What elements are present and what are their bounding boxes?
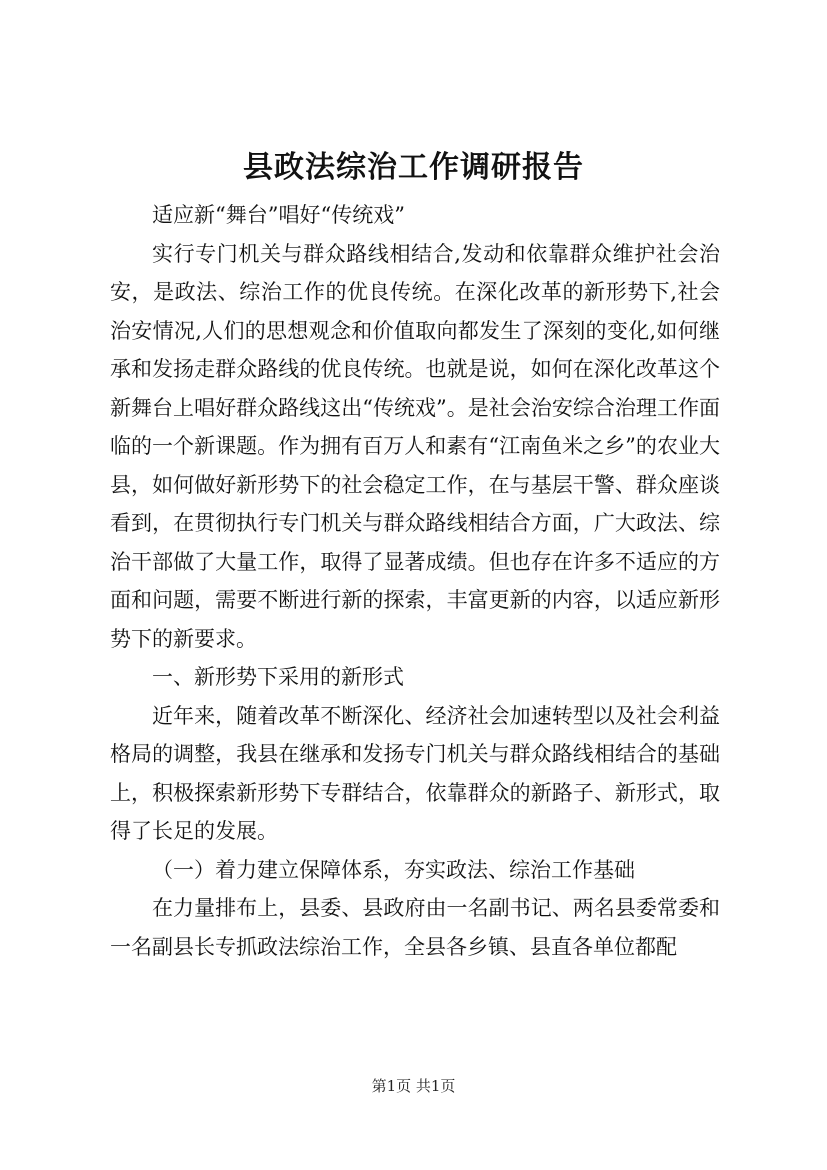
section-paragraph: 近年来，随着改革不断深化、经济社会加速转型以及社会利益格局的调整，我县在继承和发扬专门机关与群众路线相结合的基础上，积极探索新形势下专群结合，依靠群众的新路子、新形式，取得了长足的发展。: [110, 703, 720, 843]
subsection-paragraph: 在力量排布上，县委、县政府由一名副书记、两名县委常委和一名副县长专抓政法综治工作，全县各乡镇、县直各单位都配: [110, 896, 720, 959]
document-body: [110, 196, 720, 966]
page-footer: 第1页 共1页: [371, 1077, 456, 1095]
intro-paragraph: 实行专门机关与群众路线相结合,发动和依靠群众维护社会治安，是政法、综治工作的优良传统。在深化改革的新形势下,社会治安情况,人们的思想观念和价值取向都发生了深刻的变化,如何继承和发扬走群众路线的优良传统。也就是说，如何在深化改革这个新舞台上唱好群众路线这出“传统戏”。是社会治安综合治理工作面临的一个新课题。作为拥有百万人和素有“江南鱼米之乡”的农业大县，如何做好新形势下的社会稳定工作，在与基层干警、群众座谈看到，在贯彻执行专门机关与群众路线相结合方面，广大政法、综治干部做了大量工作，取得了显著成绩。但也存在许多不适应的方面和问题，需要不断进行新的探索，丰富更新的内容，以适应新形势下的新要求。: [110, 241, 720, 651]
subsection-heading: （一）着力建立保障体系，夯实政法、综治工作基础: [152, 857, 635, 882]
section-heading: 一、新形势下采用的新形式: [152, 665, 404, 689]
document-title: 县政法综治工作调研报告: [243, 150, 584, 185]
subtitle-paragraph: 适应新“舞台”唱好“传统戏”: [152, 203, 405, 227]
